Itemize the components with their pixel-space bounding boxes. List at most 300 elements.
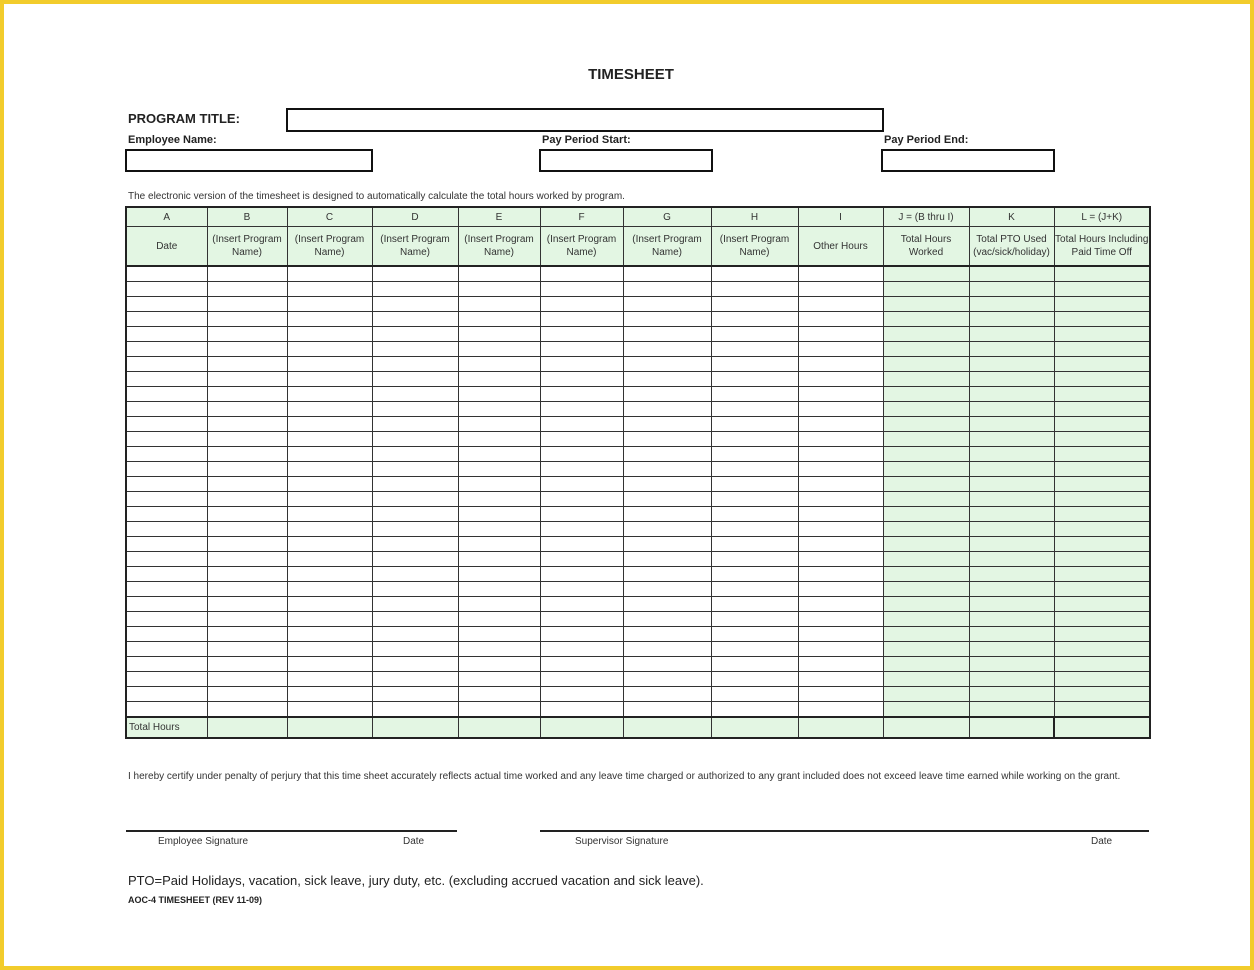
table-cell[interactable] [1054,672,1150,687]
table-cell[interactable] [1054,282,1150,297]
table-cell[interactable] [540,582,623,597]
table-cell[interactable] [883,567,969,582]
table-cell[interactable] [126,612,207,627]
table-cell[interactable] [711,372,798,387]
table-cell[interactable] [623,312,711,327]
table-cell[interactable] [969,687,1054,702]
table-cell[interactable] [711,612,798,627]
table-cell[interactable] [883,627,969,642]
table-cell[interactable] [540,612,623,627]
table-cell[interactable] [372,402,458,417]
table-cell[interactable] [969,387,1054,402]
table-cell[interactable] [969,672,1054,687]
table-cell[interactable] [883,327,969,342]
table-cell[interactable] [372,657,458,672]
total-cell[interactable] [287,717,372,738]
table-cell[interactable] [711,552,798,567]
table-cell[interactable] [372,387,458,402]
table-cell[interactable] [287,492,372,507]
table-cell[interactable] [458,282,540,297]
table-cell[interactable] [287,387,372,402]
table-cell[interactable] [969,447,1054,462]
table-cell[interactable] [883,672,969,687]
table-cell[interactable] [798,657,883,672]
table-cell[interactable] [287,597,372,612]
table-cell[interactable] [458,702,540,718]
table-cell[interactable] [126,342,207,357]
table-cell[interactable] [883,432,969,447]
table-cell[interactable] [540,327,623,342]
table-cell[interactable] [287,357,372,372]
table-cell[interactable] [207,447,287,462]
table-cell[interactable] [372,582,458,597]
table-cell[interactable] [883,462,969,477]
table-cell[interactable] [458,402,540,417]
table-cell[interactable] [287,342,372,357]
table-cell[interactable] [207,537,287,552]
table-cell[interactable] [287,312,372,327]
table-cell[interactable] [287,297,372,312]
table-cell[interactable] [969,477,1054,492]
table-cell[interactable] [623,522,711,537]
table-cell[interactable] [372,372,458,387]
table-cell[interactable] [458,297,540,312]
table-cell[interactable] [798,327,883,342]
table-cell[interactable] [883,282,969,297]
table-cell[interactable] [1054,522,1150,537]
table-cell[interactable] [287,417,372,432]
table-cell[interactable] [458,462,540,477]
table-cell[interactable] [1054,657,1150,672]
table-cell[interactable] [372,522,458,537]
table-cell[interactable] [540,492,623,507]
table-cell[interactable] [126,657,207,672]
table-cell[interactable] [883,642,969,657]
table-cell[interactable] [540,312,623,327]
table-cell[interactable] [372,266,458,282]
table-cell[interactable] [207,507,287,522]
table-cell[interactable] [207,297,287,312]
table-cell[interactable] [458,567,540,582]
table-cell[interactable] [372,567,458,582]
table-cell[interactable] [883,597,969,612]
table-cell[interactable] [540,447,623,462]
table-cell[interactable] [623,492,711,507]
pay-period-start-field[interactable] [539,149,713,172]
table-cell[interactable] [372,672,458,687]
table-cell[interactable] [711,462,798,477]
table-cell[interactable] [126,567,207,582]
table-cell[interactable] [623,582,711,597]
table-cell[interactable] [540,372,623,387]
table-cell[interactable] [623,297,711,312]
table-cell[interactable] [711,567,798,582]
table-cell[interactable] [207,702,287,718]
table-cell[interactable] [1054,597,1150,612]
table-cell[interactable] [798,582,883,597]
table-cell[interactable] [883,417,969,432]
table-cell[interactable] [126,417,207,432]
table-cell[interactable] [883,342,969,357]
table-cell[interactable] [207,642,287,657]
table-cell[interactable] [126,372,207,387]
table-cell[interactable] [372,417,458,432]
table-cell[interactable] [207,342,287,357]
table-cell[interactable] [969,372,1054,387]
table-cell[interactable] [711,672,798,687]
table-cell[interactable] [540,387,623,402]
table-cell[interactable] [883,552,969,567]
table-cell[interactable] [623,642,711,657]
table-cell[interactable] [540,297,623,312]
table-cell[interactable] [207,597,287,612]
table-cell[interactable] [711,402,798,417]
table-cell[interactable] [540,537,623,552]
table-cell[interactable] [458,642,540,657]
table-cell[interactable] [798,417,883,432]
table-cell[interactable] [969,312,1054,327]
table-cell[interactable] [540,417,623,432]
table-cell[interactable] [126,297,207,312]
table-cell[interactable] [798,492,883,507]
table-cell[interactable] [207,327,287,342]
table-cell[interactable] [623,507,711,522]
table-cell[interactable] [798,522,883,537]
table-cell[interactable] [126,462,207,477]
table-cell[interactable] [540,627,623,642]
table-cell[interactable] [458,312,540,327]
table-cell[interactable] [623,282,711,297]
table-cell[interactable] [458,372,540,387]
employee-signature-line[interactable] [126,830,457,832]
table-cell[interactable] [1054,477,1150,492]
program-title-field[interactable] [286,108,884,132]
total-cell[interactable] [883,717,969,738]
table-cell[interactable] [798,402,883,417]
table-cell[interactable] [458,417,540,432]
table-cell[interactable] [287,552,372,567]
table-cell[interactable] [287,462,372,477]
table-cell[interactable] [126,432,207,447]
table-cell[interactable] [207,492,287,507]
table-cell[interactable] [798,537,883,552]
table-cell[interactable] [126,672,207,687]
table-cell[interactable] [287,507,372,522]
table-cell[interactable] [126,552,207,567]
table-cell[interactable] [798,357,883,372]
table-cell[interactable] [798,552,883,567]
table-cell[interactable] [287,522,372,537]
table-cell[interactable] [623,372,711,387]
table-cell[interactable] [883,477,969,492]
table-cell[interactable] [458,432,540,447]
table-cell[interactable] [711,432,798,447]
table-cell[interactable] [540,462,623,477]
table-cell[interactable] [126,282,207,297]
table-cell[interactable] [969,282,1054,297]
table-cell[interactable] [798,642,883,657]
table-cell[interactable] [623,672,711,687]
total-cell[interactable] [1054,717,1150,738]
table-cell[interactable] [372,687,458,702]
table-cell[interactable] [711,327,798,342]
table-cell[interactable] [372,537,458,552]
table-cell[interactable] [458,537,540,552]
table-cell[interactable] [883,387,969,402]
table-cell[interactable] [287,372,372,387]
table-cell[interactable] [207,462,287,477]
table-cell[interactable] [798,447,883,462]
table-cell[interactable] [798,567,883,582]
table-cell[interactable] [458,357,540,372]
table-cell[interactable] [798,372,883,387]
table-cell[interactable] [623,687,711,702]
table-cell[interactable] [711,657,798,672]
table-cell[interactable] [1054,432,1150,447]
table-cell[interactable] [969,702,1054,718]
table-cell[interactable] [711,642,798,657]
table-cell[interactable] [287,687,372,702]
table-cell[interactable] [372,462,458,477]
table-cell[interactable] [1054,266,1150,282]
table-cell[interactable] [1054,492,1150,507]
table-cell[interactable] [126,597,207,612]
table-cell[interactable] [372,327,458,342]
table-cell[interactable] [1054,537,1150,552]
table-cell[interactable] [1054,447,1150,462]
table-cell[interactable] [623,612,711,627]
table-cell[interactable] [287,612,372,627]
table-cell[interactable] [207,582,287,597]
table-cell[interactable] [540,567,623,582]
table-cell[interactable] [711,387,798,402]
table-cell[interactable] [540,477,623,492]
table-cell[interactable] [883,702,969,718]
table-cell[interactable] [287,582,372,597]
table-cell[interactable] [207,687,287,702]
table-cell[interactable] [969,522,1054,537]
table-cell[interactable] [883,612,969,627]
table-cell[interactable] [126,402,207,417]
table-cell[interactable] [623,402,711,417]
table-cell[interactable] [126,447,207,462]
table-cell[interactable] [1054,387,1150,402]
table-cell[interactable] [798,627,883,642]
table-cell[interactable] [540,687,623,702]
table-cell[interactable] [126,357,207,372]
table-cell[interactable] [1054,552,1150,567]
table-cell[interactable] [711,627,798,642]
table-cell[interactable] [540,672,623,687]
table-cell[interactable] [458,582,540,597]
table-cell[interactable] [207,477,287,492]
table-cell[interactable] [1054,567,1150,582]
table-cell[interactable] [623,702,711,718]
table-cell[interactable] [372,312,458,327]
table-cell[interactable] [1054,642,1150,657]
table-cell[interactable] [969,612,1054,627]
table-cell[interactable] [540,432,623,447]
table-cell[interactable] [372,432,458,447]
table-cell[interactable] [207,522,287,537]
table-cell[interactable] [540,342,623,357]
table-cell[interactable] [798,477,883,492]
table-cell[interactable] [372,627,458,642]
table-cell[interactable] [458,387,540,402]
table-cell[interactable] [711,492,798,507]
table-cell[interactable] [711,266,798,282]
table-cell[interactable] [1054,402,1150,417]
table-cell[interactable] [458,597,540,612]
table-cell[interactable] [798,687,883,702]
table-cell[interactable] [372,492,458,507]
table-cell[interactable] [207,417,287,432]
table-cell[interactable] [623,597,711,612]
table-cell[interactable] [458,552,540,567]
table-cell[interactable] [372,552,458,567]
table-cell[interactable] [126,522,207,537]
table-cell[interactable] [287,567,372,582]
table-cell[interactable] [883,357,969,372]
table-cell[interactable] [458,672,540,687]
table-cell[interactable] [207,372,287,387]
table-cell[interactable] [372,447,458,462]
table-cell[interactable] [969,627,1054,642]
table-cell[interactable] [798,507,883,522]
total-cell[interactable] [458,717,540,738]
table-cell[interactable] [540,266,623,282]
table-cell[interactable] [711,342,798,357]
table-cell[interactable] [372,702,458,718]
table-cell[interactable] [711,312,798,327]
table-cell[interactable] [372,507,458,522]
table-cell[interactable] [126,687,207,702]
table-cell[interactable] [798,342,883,357]
table-cell[interactable] [883,657,969,672]
table-cell[interactable] [207,387,287,402]
table-cell[interactable] [540,657,623,672]
table-cell[interactable] [711,702,798,718]
table-cell[interactable] [883,402,969,417]
table-cell[interactable] [540,357,623,372]
table-cell[interactable] [711,417,798,432]
table-cell[interactable] [458,657,540,672]
table-cell[interactable] [126,387,207,402]
table-cell[interactable] [458,477,540,492]
total-cell[interactable] [969,717,1054,738]
table-cell[interactable] [798,297,883,312]
table-cell[interactable] [372,642,458,657]
table-cell[interactable] [126,266,207,282]
table-cell[interactable] [883,312,969,327]
employee-name-field[interactable] [125,149,373,172]
table-cell[interactable] [458,327,540,342]
table-cell[interactable] [623,657,711,672]
table-cell[interactable] [287,477,372,492]
table-cell[interactable] [969,327,1054,342]
table-cell[interactable] [969,297,1054,312]
table-cell[interactable] [126,702,207,718]
table-cell[interactable] [126,312,207,327]
table-cell[interactable] [287,627,372,642]
table-cell[interactable] [1054,627,1150,642]
table-cell[interactable] [883,687,969,702]
table-cell[interactable] [711,582,798,597]
table-cell[interactable] [623,432,711,447]
table-cell[interactable] [287,657,372,672]
table-cell[interactable] [126,642,207,657]
table-cell[interactable] [287,327,372,342]
table-cell[interactable] [372,597,458,612]
table-cell[interactable] [1054,357,1150,372]
table-cell[interactable] [1054,372,1150,387]
table-cell[interactable] [711,477,798,492]
table-cell[interactable] [126,492,207,507]
table-cell[interactable] [207,612,287,627]
total-cell[interactable] [798,717,883,738]
table-cell[interactable] [883,492,969,507]
table-cell[interactable] [883,297,969,312]
table-cell[interactable] [969,552,1054,567]
table-cell[interactable] [969,642,1054,657]
table-cell[interactable] [969,342,1054,357]
table-cell[interactable] [798,702,883,718]
table-cell[interactable] [969,567,1054,582]
table-cell[interactable] [287,702,372,718]
table-cell[interactable] [798,612,883,627]
table-cell[interactable] [1054,687,1150,702]
table-cell[interactable] [458,522,540,537]
table-cell[interactable] [458,266,540,282]
table-cell[interactable] [126,507,207,522]
table-cell[interactable] [969,582,1054,597]
table-cell[interactable] [126,327,207,342]
table-cell[interactable] [540,702,623,718]
table-cell[interactable] [207,266,287,282]
table-cell[interactable] [1054,312,1150,327]
total-cell[interactable] [540,717,623,738]
pay-period-end-field[interactable] [881,149,1055,172]
table-cell[interactable] [540,597,623,612]
table-cell[interactable] [372,342,458,357]
table-cell[interactable] [623,477,711,492]
table-cell[interactable] [711,357,798,372]
table-cell[interactable] [287,672,372,687]
table-cell[interactable] [1054,297,1150,312]
table-cell[interactable] [287,642,372,657]
table-cell[interactable] [287,402,372,417]
table-cell[interactable] [126,477,207,492]
table-cell[interactable] [207,552,287,567]
table-cell[interactable] [126,627,207,642]
table-cell[interactable] [372,357,458,372]
table-cell[interactable] [623,387,711,402]
table-cell[interactable] [969,657,1054,672]
table-cell[interactable] [969,402,1054,417]
table-cell[interactable] [798,387,883,402]
table-cell[interactable] [883,582,969,597]
table-cell[interactable] [798,672,883,687]
table-cell[interactable] [883,522,969,537]
table-cell[interactable] [1054,507,1150,522]
table-cell[interactable] [540,552,623,567]
table-cell[interactable] [711,522,798,537]
table-cell[interactable] [969,357,1054,372]
table-cell[interactable] [207,312,287,327]
table-cell[interactable] [540,282,623,297]
table-cell[interactable] [540,402,623,417]
table-cell[interactable] [207,672,287,687]
